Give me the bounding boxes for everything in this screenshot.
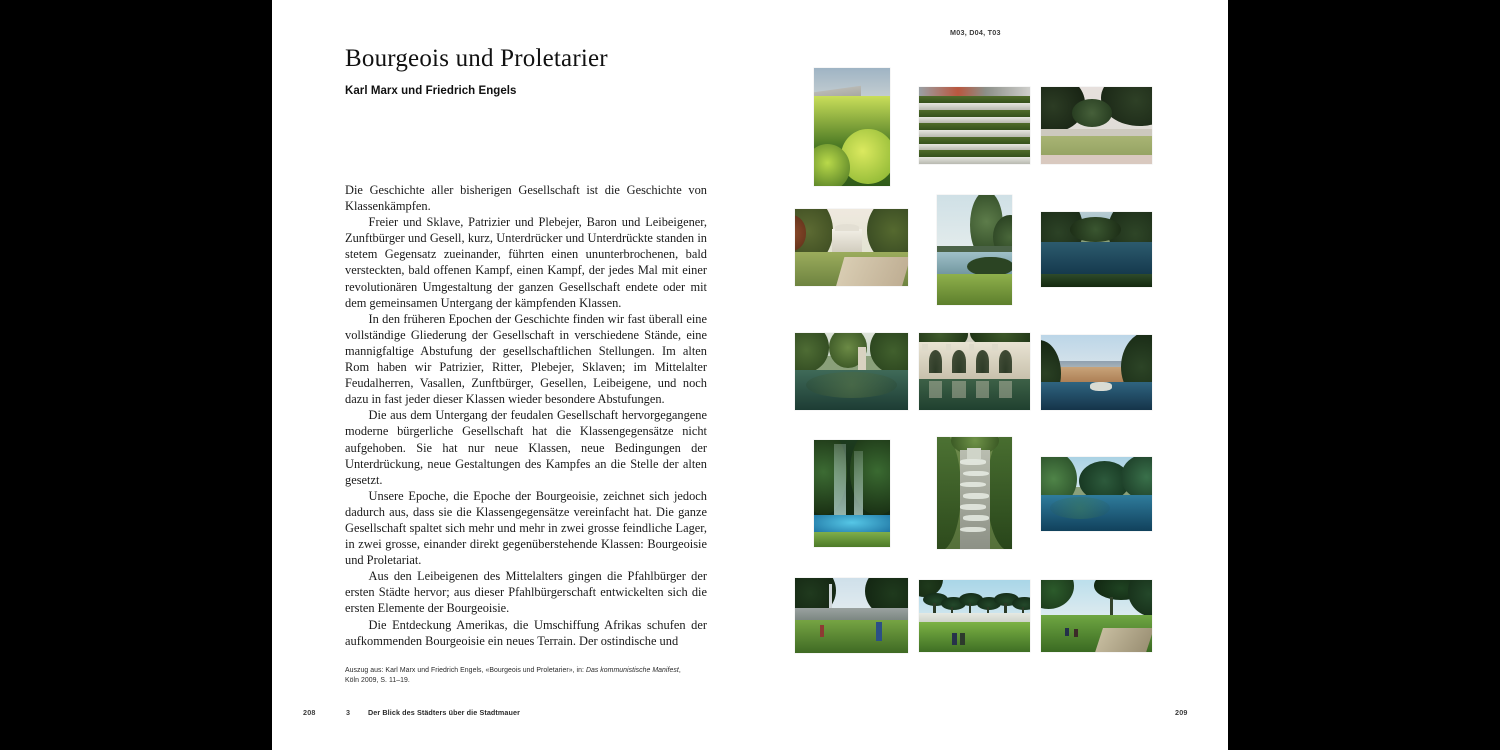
photo-layer [919,157,1030,164]
photo-willow-pond [1041,457,1152,531]
photo-water-staircase [937,437,1012,549]
footer-section-number: 3 [346,708,351,717]
footnote-lead: Auszug aus: Karl Marx und Friedrich Engels, «Bourgeois und Proletarier», in: [345,667,586,674]
photo-layer [795,333,829,373]
photo-layer [1070,217,1121,243]
photo-layer [967,448,981,459]
photo-layer [960,482,986,488]
photo-dark-river [1041,212,1152,287]
photo-layer [876,622,882,642]
photo-layer [1072,99,1112,127]
footer-page-number-left: 208 [303,708,316,717]
footnote-source-title: Das kommunistische Manifest [585,667,679,674]
footer-section-title: Der Blick des Städters über die Stadtmauer [368,708,520,717]
photo-layer [929,350,942,373]
photo-layer [1074,629,1077,637]
photo-layer [1090,382,1112,391]
photo-layer [960,633,964,645]
photo-layer [835,224,860,231]
photo-layer [836,257,908,286]
photo-layer [919,103,1030,110]
photo-layer [922,344,928,352]
photo-layer [919,130,1030,137]
photo-layer [963,515,989,521]
photo-temple-path [795,209,908,286]
photo-layer [1041,242,1152,277]
photo-park-crowd [795,578,908,653]
article-author: Karl Marx und Friedrich Engels [345,85,517,97]
photo-layer [919,96,1030,103]
photo-baroque-fountain [919,333,1030,410]
photo-layer [919,137,1030,144]
article-paragraph: Die Entdeckung Amerikas, die Umschiffung Afrikas schufen der aufkommenden Bourgeoisie ein neues Terrain. Der ostindische und [345,617,707,648]
photo-cedar-lawn [1041,87,1152,164]
photo-layer [976,350,989,373]
photo-layer [919,110,1030,117]
photo-layer [1041,274,1152,288]
photo-layer [806,372,896,398]
photo-layer [960,527,986,533]
photo-layer [963,493,989,499]
photo-layer [1065,628,1068,637]
photo-layer [919,117,1030,124]
photo-lake-tree [937,195,1012,305]
photo-layer [1110,597,1113,616]
photo-layer [870,333,908,375]
photo-layer [1121,457,1152,500]
photo-layer [960,504,986,510]
article-paragraph: Unsere Epoche, die Epoche der Bourgeoisie, zeichnet sich jedoch dadurch aus, dass sie die Klassengegensätze vereinfacht hat. Die ganze Gesellschaft spaltet sich mehr und mehr in zwei grosse feindliche Lager, in zwei grosse, einander direkt gegenüberstehende Klassen: Bourgeoisie und Proletariat. [345,488,707,568]
page-marker: M03, D04, T03 [950,28,1001,37]
photo-layer [992,344,998,352]
page-title: Bourgeois und Proletarier [345,45,608,72]
photo-overgrown-steps [919,87,1030,164]
photo-layer [960,450,990,549]
photo-roadside-foliage [814,68,890,186]
photo-layer [919,622,1030,652]
photo-layer [952,381,965,398]
article-paragraph: Die Geschichte aller bisherigen Gesellschaft ist die Geschichte von Klassenkämpfen. [345,183,707,214]
photo-pine-meadow-crowd [1041,580,1152,652]
photo-layer [963,471,989,477]
photo-layer [976,381,989,398]
article-paragraph: Aus den Leibeigenen des Mittelalters gingen die Pfahlbürger der ersten Städte hervor; aus dieser Pfahlbürgerschaft entwickelten sich die ersten Elemente der Bourgeoisie. [345,569,707,616]
photo-layer [999,381,1012,398]
photo-layer [854,451,863,522]
photo-layer [946,344,952,352]
photo-layer [820,625,825,637]
article-paragraph: Die aus dem Untergang der feudalen Gesellschaft hervorgegangene moderne bürgerliche Gesellschaft hat die Klassengegensätze nicht aufgehoben. Sie hat nur neue Klassen, neue Bedingungen der Unterdrückung, neue Gestaltungen des Kampfes an die Stelle der alten gesetzt. [345,408,707,487]
footer-page-number-right: 209 [1175,708,1188,717]
photo-layer [969,344,975,352]
photo-layer [952,350,965,373]
photo-waterfall-grotto [814,440,890,547]
photo-layer [937,274,1012,305]
photo-layer [1041,155,1152,164]
photo-city-panorama [1041,335,1152,410]
photo-layer [919,150,1030,157]
photo-layer [834,444,846,521]
photo-layer [795,620,908,653]
photo-layer [832,229,861,254]
photo-grid [272,0,1228,750]
page-footer [272,708,1228,724]
photo-layer [1050,497,1110,519]
footnote-tail: , Köln 2009, S. 11–19. [345,667,681,685]
photo-layer [919,87,1030,96]
photo-pond-palms [795,333,908,410]
photo-layer [1095,628,1152,652]
photo-layer [960,459,986,465]
photo-layer [919,144,1030,151]
article-paragraph: Freier und Sklave, Patrizier und Plebejer, Baron und Leibeigener, Zunftbürger und Gesell, kurz, Unterdrücker und Unterdrückte standen in stetem Gegensatz zueinander, führten einen ununterbrochenen, bald versteckten, bald offenen Kampf, einen Kampf, der jedes Mal mit einer revolutionären Umgestaltung der ganzen Gesellschaft endete oder mit dem gemeinsamen Untergang der kämpfenden Klassen. [345,215,707,310]
photo-layer [999,350,1012,373]
photo-layer [814,532,890,547]
article-paragraph: In den früheren Epochen der Geschichte finden wir fast überall eine vollständige Gliederung der Gesellschaft in verschiedene Stände, eine mannigfaltige Abstufung der gesellschaftlichen Stellungen. Im alten Rom haben wir Patrizier, Ritter, Plebejer, Sklaven; im Mittelalter Feudalherren, Vasallen, Zunftbürger, Gesellen, Leibeigene, und noch dazu in fast jeder dieser Klassen wieder besondere Abstufungen. [345,311,707,407]
photo-layer [929,381,942,398]
photo-layer [952,633,956,645]
photo-layer [795,608,908,620]
photo-umbrella-pines [919,580,1030,652]
book-page-spread [272,0,1228,750]
photo-layer [919,123,1030,130]
